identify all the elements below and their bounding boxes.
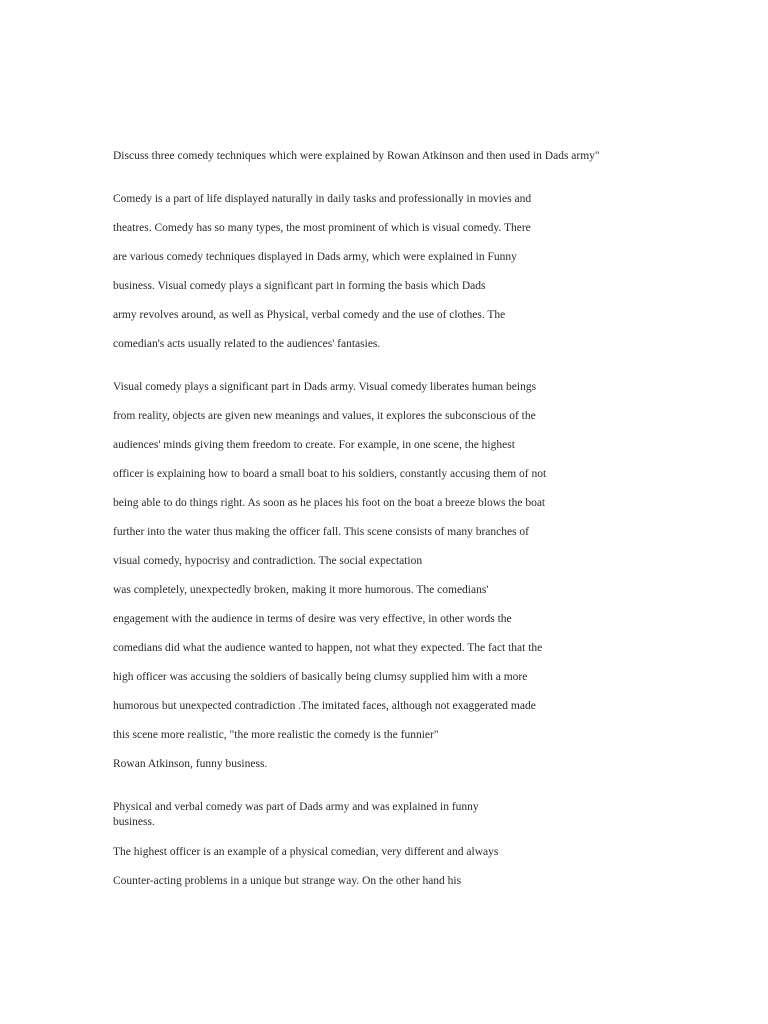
text-line: humorous but unexpected contradiction .The imitated faces, although not exaggerated made xyxy=(113,700,536,712)
text-line: army revolves around, as well as Physical, verbal comedy and the use of clothes. The xyxy=(113,309,506,321)
text-line: was completely, unexpectedly broken, making it more humorous. The comedians' xyxy=(113,584,489,596)
text-line: theatres. Comedy has so many types, the most prominent of which is visual comedy. There xyxy=(113,222,531,234)
text-line: Visual comedy plays a significant part in Dads army. Visual comedy liberates human beings xyxy=(113,381,537,393)
text-line: business. xyxy=(113,816,155,828)
text-line: comedian's acts usually related to the audiences' fantasies. xyxy=(113,338,381,350)
text-line: this scene more realistic, "the more realistic the comedy is the funnier" xyxy=(113,729,439,741)
text-line: being able to do things right. As soon as he places his foot on the boat a breeze blows the boat xyxy=(113,497,546,509)
text-line: business. Visual comedy plays a significant part in forming the basis which Dads xyxy=(113,280,486,292)
text-line: officer is explaining how to board a small boat to his soldiers, constantly accusing them of not xyxy=(113,468,547,480)
text-line: Counter-acting problems in a unique but strange way. On the other hand his xyxy=(113,875,462,887)
text-line: engagement with the audience in terms of desire was very effective, in other words the xyxy=(113,613,512,625)
text-line: visual comedy, hypocrisy and contradiction. The social expectation xyxy=(113,555,423,567)
text-line: high officer was accusing the soldiers of basically being clumsy supplied him with a more xyxy=(113,671,528,683)
text-line: The highest officer is an example of a physical comedian, very different and always xyxy=(113,846,499,858)
text-line: audiences' minds giving them freedom to create. For example, in one scene, the highest xyxy=(113,439,515,451)
text-line: are various comedy techniques displayed in Dads army, which were explained in Funny xyxy=(113,251,517,263)
text-line: further into the water thus making the officer fall. This scene consists of many branches of xyxy=(113,526,530,538)
citation-line: Rowan Atkinson, funny business. xyxy=(113,758,268,770)
text-line: comedians did what the audience wanted to happen, not what they expected. The fact that the xyxy=(113,642,543,654)
document-title: Discuss three comedy techniques which were explained by Rowan Atkinson and then used in Dads army" xyxy=(113,150,600,162)
text-line: Physical and verbal comedy was part of Dads army and was explained in funny xyxy=(113,801,479,813)
text-line: from reality, objects are given new meanings and values, it explores the subconscious of the xyxy=(113,410,536,422)
text-line: Comedy is a part of life displayed naturally in daily tasks and professionally in movies and xyxy=(113,193,532,205)
